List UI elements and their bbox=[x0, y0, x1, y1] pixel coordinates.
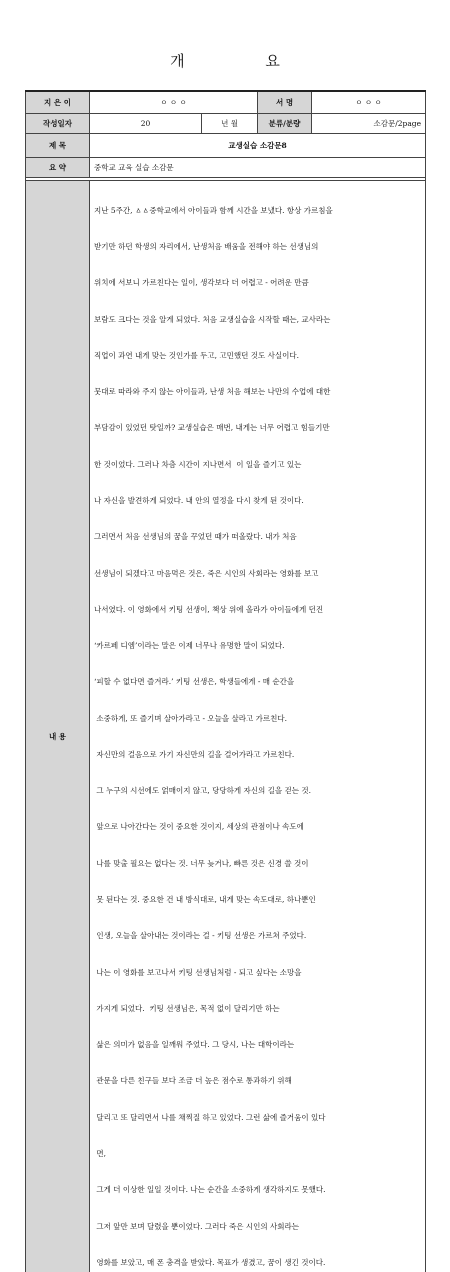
date-month: 년 월 bbox=[202, 113, 258, 133]
summary-row bbox=[26, 157, 426, 177]
report-form bbox=[25, 90, 426, 1272]
content-line: 관문을 다른 친구들 보다 조금 더 높은 점수로 통과하기 위해 bbox=[94, 1076, 292, 1086]
content-label: 내 용 bbox=[26, 180, 90, 1272]
subject-label: 제 목 bbox=[26, 133, 90, 157]
content-body bbox=[90, 180, 426, 1272]
summary-value: 중학교 교육 실습 소감문 bbox=[90, 157, 426, 177]
content-line: 소중하게, 또 즐기며 살아가라고 - 오늘을 살라고 가르친다. bbox=[94, 713, 288, 723]
content-line: 못 된다는 것. 중요한 건 내 방식대로, 내게 맞는 속도대로, 하나뿐인 bbox=[94, 895, 316, 905]
content-line: 선생님이 되겠다고 마음먹은 것은, 죽은 시인의 사회라는 영화를 보고 bbox=[94, 568, 319, 578]
content-line: 면, bbox=[94, 1149, 107, 1158]
content-line: 그게 더 이상한 일일 것이다. 나는 순간을 소중하게 생각하지도 못했다. bbox=[94, 1185, 326, 1195]
date-year: 20 bbox=[90, 113, 202, 133]
content-line: 가지게 되었다. 키팅 선생님은, 목적 없이 달리기만 하는 bbox=[94, 1003, 280, 1013]
content-line: 달리고 또 달리면서 나를 채찍질 하고 있었다. 그런 삶에 즐거움이 있다 bbox=[94, 1112, 326, 1122]
content-line: 자신만의 걸음으로 가기 자신만의 길을 걸어가라고 가르친다. bbox=[94, 749, 295, 759]
content-line: 부담감이 있었던 탓일까? 교생실습은 매번, 내게는 너무 어렵고 힘들기만 bbox=[94, 423, 330, 433]
date-row bbox=[26, 113, 426, 133]
content-line: 그 누구의 시선에도 얽매이지 않고, 당당하게 자신의 길을 걷는 것. bbox=[94, 786, 311, 796]
author-row bbox=[26, 91, 426, 113]
content-line: 삶은 의미가 없음을 일깨워 주었다. 그 당시, 나는 대학이라는 bbox=[94, 1040, 295, 1050]
content-line: 앞으로 나아간다는 것이 중요한 것이지, 세상의 관점이나 속도에 bbox=[94, 822, 304, 832]
category-label: 분류/분량 bbox=[258, 113, 312, 133]
book-title-value: ㅇ ㅇ ㅇ bbox=[312, 91, 426, 113]
content-line: 직업이 과연 내게 맞는 것인가를 두고, 고민했던 것도 사실이다. bbox=[94, 350, 299, 360]
content-line: 한 것이었다. 그러나 차츰 시간이 지나면서 이 일을 즐기고 있는 bbox=[94, 459, 302, 469]
content-line: 그러면서 처음 선생님의 꿈을 꾸었던 때가 떠올랐다. 내가 처음 bbox=[94, 532, 297, 542]
page-title: 개 요 bbox=[170, 52, 318, 70]
summary-label: 요 약 bbox=[26, 157, 90, 177]
content-line: 그저 앞만 보며 달렸을 뿐이었다. 그러다 죽은 시인의 사회라는 bbox=[94, 1221, 299, 1231]
book-title-label: 서 명 bbox=[258, 91, 312, 113]
author-value: ㅇ ㅇ ㅇ bbox=[90, 91, 258, 113]
content-line: 받기만 하던 학생의 자리에서, 난생처음 배움을 전해야 하는 선생님의 bbox=[94, 241, 319, 251]
content-row bbox=[26, 180, 426, 1272]
subject-row bbox=[26, 133, 426, 157]
content-line: 나는 이 영화를 보고나서 키팅 선생님처럼 - 되고 싶다는 소망을 bbox=[94, 967, 302, 977]
date-label: 작성일자 bbox=[26, 113, 90, 133]
content-line: 보람도 크다는 것을 알게 되었다. 처음 교생실습을 시작할 때는, 교사라는 bbox=[94, 314, 331, 324]
content-line: ‘피할 수 없다면 즐겨라.’ 키팅 선생은, 학생들에게 - 매 순간을 bbox=[94, 677, 295, 687]
content-line: 나서였다. 이 영화에서 키팅 선생이, 책상 위에 올라가 아이들에게 던진 bbox=[94, 604, 324, 614]
content-line: 나를 맞출 필요는 없다는 것. 너무 늦거나, 빠른 것은 신경 쓸 것이 bbox=[94, 858, 309, 868]
content-line: 뭇대로 따라와 주지 않는 아이들과, 난생 처음 해보는 나만의 수업에 대한 bbox=[94, 387, 331, 397]
content-line: 위치에 서보니 가르친다는 일이, 생각보다 더 어렵고 - 어려운 만큼 bbox=[94, 278, 309, 288]
content-line: 인생, 오늘을 살아내는 것이라는 걸 - 키팅 선생은 가르쳐 주었다. bbox=[94, 931, 307, 941]
author-label: 지 은 이 bbox=[26, 91, 90, 113]
report-title: 교생실습 소감문8 bbox=[90, 133, 426, 157]
content-line: ‘카르페 디엠’이라는 말은 이제 너무나 유명한 말이 되었다. bbox=[94, 641, 285, 651]
content-line: 영화를 보았고, 매 폰 충격을 받았다. 목표가 생겼고, 꿈이 생긴 것이다. bbox=[94, 1257, 326, 1267]
content-line: 나 자신을 발견하게 되었다. 내 안의 열정을 다시 찾게 된 것이다. bbox=[94, 495, 304, 505]
category-value: 소감문/2page bbox=[312, 113, 426, 133]
content-line: 지난 5주간, ㅿㅿ중학교에서 아이들과 함께 시간을 보냈다. 항상 가르침을 bbox=[94, 205, 333, 215]
